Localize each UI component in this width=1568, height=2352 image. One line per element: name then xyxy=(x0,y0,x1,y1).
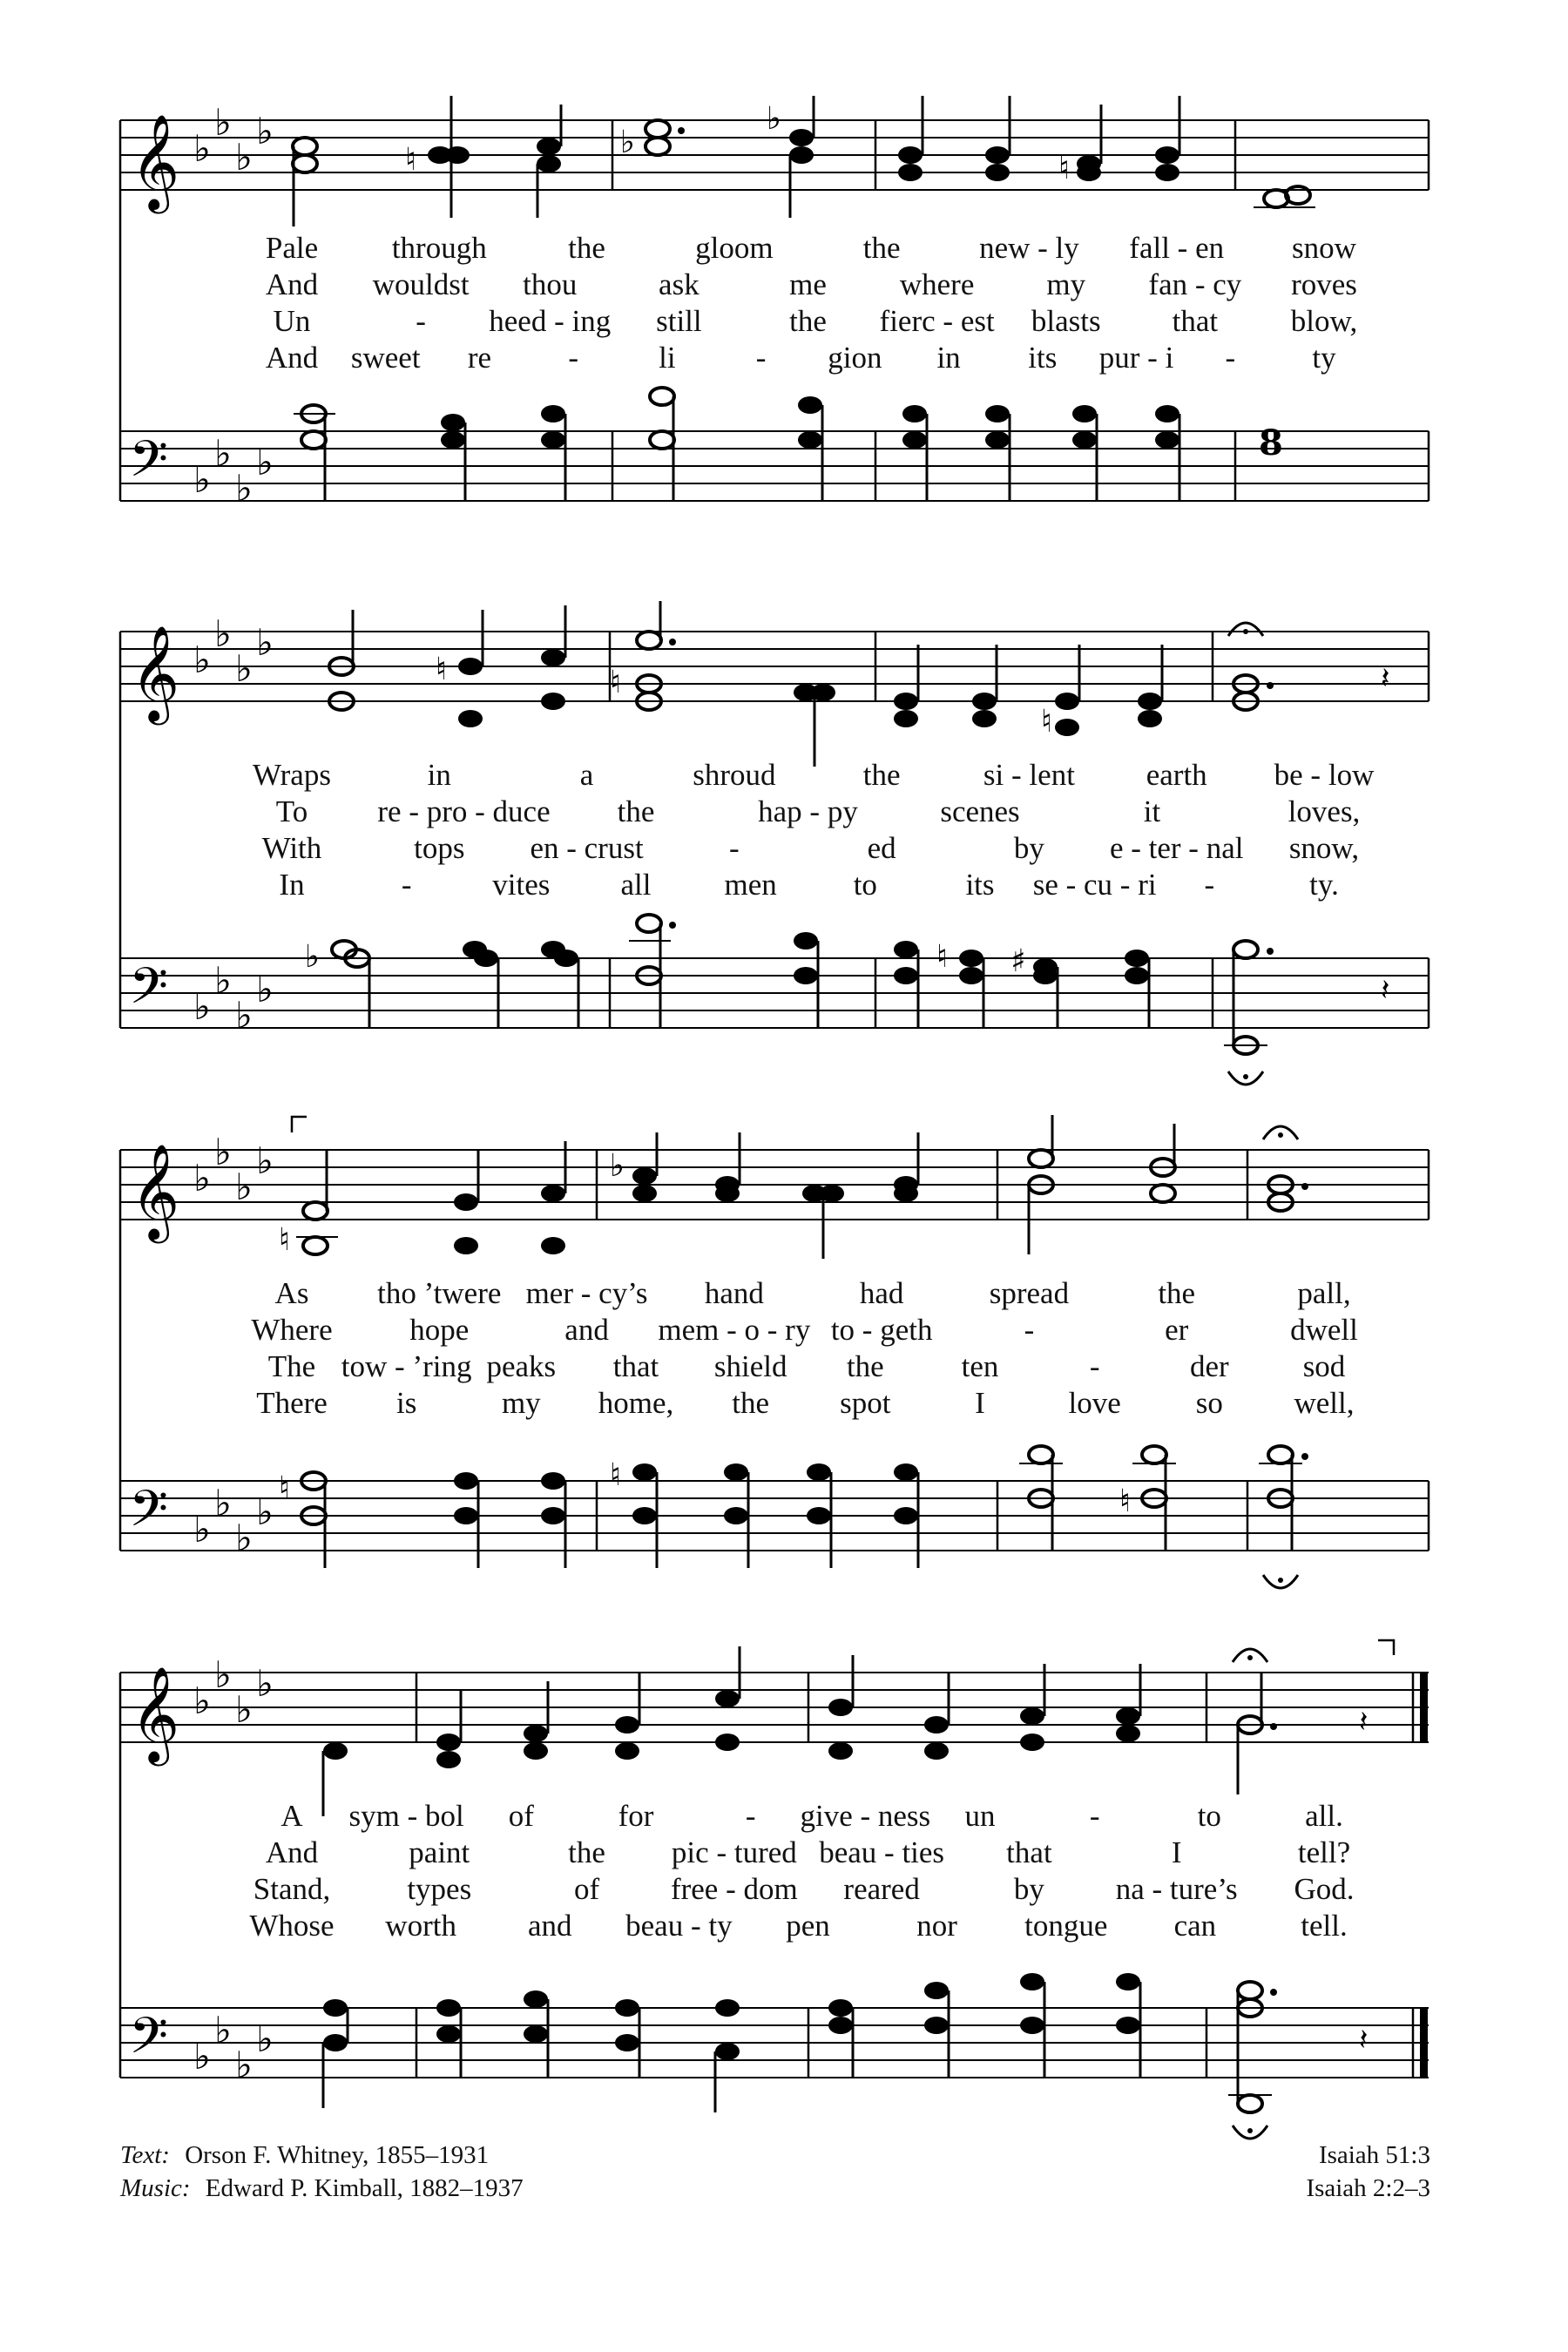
lyric-syllable: peaks xyxy=(486,1349,557,1383)
lyric-syllable: worth xyxy=(385,1909,456,1943)
lyric-syllable: heed - ing xyxy=(489,304,612,338)
lyric-syllable: be - low xyxy=(1274,758,1375,792)
lyric-syllable: sweet xyxy=(350,341,421,375)
lyric-syllable: in xyxy=(936,341,961,375)
lyric-syllable: my xyxy=(1046,267,1086,301)
svg-text:♭: ♭ xyxy=(193,639,211,681)
svg-text:♭: ♭ xyxy=(256,1662,274,1705)
lyric-syllable: of xyxy=(573,1872,600,1906)
lyric-syllable: snow xyxy=(1292,231,1356,265)
lyric-syllable: and xyxy=(527,1909,572,1943)
lyric-syllable: pic - tured xyxy=(671,1835,797,1869)
lyric-syllable: se - cu - ri xyxy=(1032,868,1157,902)
lyric-syllable: the xyxy=(568,1835,605,1869)
svg-text:♮: ♮ xyxy=(1058,151,1070,186)
lyric-syllable: new - ly xyxy=(979,231,1079,265)
key-signature-treble-4 xyxy=(193,1653,274,1731)
lyric-syllable: to xyxy=(853,868,877,902)
lyric-syllable: home, xyxy=(598,1386,674,1420)
lyric-syllable: all. xyxy=(1305,1799,1343,1833)
bass-notes-4 xyxy=(323,1973,1368,2139)
lyric-syllable: that xyxy=(1006,1835,1052,1869)
lyric-syllable: so xyxy=(1195,1386,1223,1420)
svg-text:♮: ♮ xyxy=(936,939,948,975)
lyric-syllable: Wraps xyxy=(253,758,331,792)
svg-text:♮: ♮ xyxy=(610,1457,621,1493)
lyric-syllable: er xyxy=(1165,1313,1189,1347)
lyric-syllable: - xyxy=(1204,868,1215,902)
lyric-syllable: - xyxy=(568,341,578,375)
svg-text:♭: ♭ xyxy=(235,1166,253,1208)
music-credit-author: Edward P. Kimball, 1882–1937 xyxy=(205,2174,524,2202)
lyric-syllable: of xyxy=(508,1799,534,1833)
lyric-syllable: Where xyxy=(251,1313,333,1347)
lyric-syllable: fierc - est xyxy=(879,304,995,338)
lyric-syllable: that xyxy=(1172,304,1219,338)
lyric-syllable: love xyxy=(1068,1386,1121,1420)
lyrics-verse-1 xyxy=(0,1799,1568,1834)
lyric-syllable: the xyxy=(568,231,605,265)
lyric-syllable: the xyxy=(617,794,655,828)
lyric-syllable: snow, xyxy=(1288,831,1360,865)
lyric-syllable: mem - o - ry xyxy=(658,1313,811,1347)
svg-text:♭: ♭ xyxy=(235,467,253,510)
svg-text:♭: ♭ xyxy=(193,458,211,501)
lyric-syllable: I xyxy=(1171,1835,1182,1869)
bass-clef-icon: 𝄢 xyxy=(129,2006,169,2078)
svg-text:♮: ♮ xyxy=(1041,704,1052,740)
lyric-syllable: sym - bol xyxy=(348,1799,464,1833)
lyric-syllable: the xyxy=(1158,1276,1196,1310)
lyric-syllable: pen xyxy=(786,1909,830,1943)
lyric-syllable: in xyxy=(427,758,451,792)
lyric-syllable: a xyxy=(579,758,594,792)
lyric-syllable: had xyxy=(859,1276,904,1310)
lyric-syllable: scenes xyxy=(940,794,1020,828)
lyric-syllable: gloom xyxy=(695,231,774,265)
svg-text:♭: ♭ xyxy=(193,1508,211,1551)
svg-text:♮: ♮ xyxy=(1119,1484,1131,1519)
lyric-syllable: - xyxy=(1089,1799,1100,1833)
lyric-syllable: blasts xyxy=(1031,304,1101,338)
lyric-syllable: earth xyxy=(1146,758,1207,792)
lyric-syllable: shroud xyxy=(693,758,776,792)
svg-text:♭: ♭ xyxy=(620,125,635,160)
lyric-syllable: to xyxy=(1197,1799,1221,1833)
lyric-syllable: shield xyxy=(713,1349,787,1383)
lyric-syllable: by xyxy=(1013,831,1044,865)
lyric-syllable: - xyxy=(1089,1349,1100,1383)
lyric-syllable: Whose xyxy=(249,1909,335,1943)
lyric-syllable: gion xyxy=(828,341,882,375)
svg-text:♭: ♭ xyxy=(214,959,232,1002)
lyric-syllable: un xyxy=(964,1799,996,1833)
lyric-syllable: tops xyxy=(414,831,465,865)
lyric-syllable: fan - cy xyxy=(1148,267,1242,301)
lyric-syllable: e - ter - nal xyxy=(1109,831,1244,865)
lyric-syllable: I xyxy=(975,1386,985,1420)
lyric-syllable: der xyxy=(1189,1349,1229,1383)
lyric-syllable: A xyxy=(280,1799,303,1833)
scripture-reference-1: Isaiah 51:3 xyxy=(1318,2141,1430,2169)
text-credit xyxy=(120,2139,524,2172)
lyric-syllable: reared xyxy=(843,1872,920,1906)
lyric-syllable: - xyxy=(729,831,740,865)
bass-clef-icon: 𝄢 xyxy=(129,956,169,1028)
treble-staff-4 xyxy=(120,1673,1429,1742)
treble-clef-icon: 𝄞 xyxy=(131,1666,180,1762)
svg-text:♭: ♭ xyxy=(214,1131,232,1173)
treble-clef-icon: 𝄞 xyxy=(131,625,180,721)
lyrics-verse-3 xyxy=(0,1872,1568,1907)
lyric-syllable: hope xyxy=(409,1313,470,1347)
lyric-syllable: - xyxy=(416,304,426,338)
lyric-syllable: ed xyxy=(867,831,896,865)
svg-text:♭: ♭ xyxy=(235,2044,253,2086)
lyric-syllable: roves xyxy=(1291,267,1357,301)
svg-text:♭: ♭ xyxy=(256,1139,274,1182)
lyric-syllable: si - lent xyxy=(983,758,1075,792)
lyrics-verse-4 xyxy=(0,1909,1568,1943)
svg-text:♮: ♮ xyxy=(610,665,621,700)
svg-text:♭: ♭ xyxy=(193,985,211,1028)
lyric-syllable: and xyxy=(564,1313,609,1347)
lyric-syllable: There xyxy=(256,1386,328,1420)
svg-text:♮: ♮ xyxy=(405,142,416,178)
lyric-syllable: fall - en xyxy=(1129,231,1225,265)
svg-text:♭: ♭ xyxy=(767,101,781,137)
svg-text:♭: ♭ xyxy=(256,621,274,664)
lyric-syllable: - xyxy=(755,341,767,375)
lyric-syllable: na - ture’s xyxy=(1115,1872,1238,1906)
lyric-syllable: li xyxy=(659,341,676,375)
measure-repeat-count: 8 xyxy=(1259,422,1283,463)
lyric-syllable: As xyxy=(274,1276,309,1310)
lyric-syllable: it xyxy=(1143,794,1161,828)
lyric-syllable: tell. xyxy=(1301,1909,1348,1943)
lyric-syllable: pall, xyxy=(1297,1276,1351,1310)
lyric-syllable: types xyxy=(407,1872,472,1906)
scripture-reference-2: Isaiah 2:2–3 xyxy=(1306,2174,1430,2202)
svg-text:♭: ♭ xyxy=(235,136,253,179)
lyric-syllable: ask xyxy=(659,267,700,301)
lyric-syllable: hap - py xyxy=(758,794,858,828)
bass-staff-4 xyxy=(120,2008,1429,2078)
lyric-syllable: - xyxy=(745,1799,756,1833)
lyric-syllable: the xyxy=(846,1349,884,1383)
lyric-syllable: sod xyxy=(1302,1349,1346,1383)
lyric-syllable: through xyxy=(391,231,487,265)
lyric-syllable: to - geth xyxy=(830,1313,933,1347)
lyric-syllable: still xyxy=(656,304,702,338)
lyric-syllable: To xyxy=(275,794,308,828)
treble-clef-icon: 𝄞 xyxy=(131,1144,180,1240)
lyric-syllable: tongue xyxy=(1024,1909,1108,1943)
lyric-syllable: mer - cy’s xyxy=(525,1276,648,1310)
lyric-syllable: the xyxy=(862,231,901,265)
lyric-syllable: - xyxy=(1024,1313,1035,1347)
lyric-syllable: me xyxy=(789,267,827,301)
svg-text:𝄽: 𝄽 xyxy=(1381,661,1390,696)
lyric-syllable: And xyxy=(265,267,319,301)
svg-text:𝄽: 𝄽 xyxy=(1359,2023,1369,2058)
lyric-syllable: for xyxy=(618,1799,654,1833)
lyric-syllable: men xyxy=(724,868,777,902)
lyric-syllable: beau - ties xyxy=(819,1835,945,1869)
key-signature-bass-4 xyxy=(193,2009,274,2086)
svg-text:♭: ♭ xyxy=(235,1517,253,1559)
lyric-syllable: blow, xyxy=(1290,304,1358,338)
lyric-syllable: ty. xyxy=(1309,868,1339,902)
lyric-syllable: In xyxy=(279,868,305,902)
lyric-syllable: where xyxy=(899,267,975,301)
svg-text:♭: ♭ xyxy=(256,1490,274,1533)
svg-text:♭: ♭ xyxy=(235,647,253,690)
svg-text:♭: ♭ xyxy=(214,1482,232,1524)
lyric-syllable: paint xyxy=(409,1835,470,1869)
svg-text:♭: ♭ xyxy=(193,2035,211,2078)
svg-text:♭: ♭ xyxy=(214,1653,232,1696)
lyric-syllable: The xyxy=(267,1349,316,1383)
svg-text:♭: ♭ xyxy=(214,2009,232,2051)
lyric-syllable: With xyxy=(261,831,322,865)
bass-clef-icon: 𝄢 xyxy=(129,1479,169,1551)
lyric-syllable: vites xyxy=(492,868,551,902)
svg-text:♮: ♮ xyxy=(279,1222,290,1258)
svg-text:♭: ♭ xyxy=(193,1680,211,1722)
lyric-syllable: tell? xyxy=(1297,1835,1351,1869)
lyrics-verse-2 xyxy=(0,1835,1568,1870)
bass-clef-icon: 𝄢 xyxy=(129,429,169,501)
music-credit-label: Music: xyxy=(120,2174,191,2202)
lyric-syllable: its xyxy=(965,868,995,902)
svg-text:𝄽: 𝄽 xyxy=(1381,973,1390,1008)
credits-block xyxy=(120,2139,524,2205)
lyric-syllable: Pale xyxy=(265,231,319,265)
lyric-syllable: by xyxy=(1013,1872,1044,1906)
lyric-syllable: Un xyxy=(273,304,311,338)
svg-text:♯: ♯ xyxy=(1010,943,1026,979)
lyric-syllable: tho ’twere xyxy=(377,1276,502,1310)
lyric-syllable: dwell xyxy=(1290,1313,1358,1347)
lyric-syllable: Stand, xyxy=(253,1872,331,1906)
lyric-syllable: hand xyxy=(704,1276,764,1310)
music-credit xyxy=(120,2172,524,2205)
lyric-syllable: that xyxy=(612,1349,659,1383)
lyric-syllable: And xyxy=(265,341,319,375)
svg-text:♭: ♭ xyxy=(610,1148,625,1184)
lyric-syllable: pur - i xyxy=(1098,341,1174,375)
svg-text:♭: ♭ xyxy=(193,1157,211,1200)
lyric-syllable: wouldst xyxy=(372,267,470,301)
svg-text:♭: ♭ xyxy=(214,432,232,475)
text-credit-label: Text: xyxy=(120,2141,170,2169)
svg-text:♭: ♭ xyxy=(214,101,232,144)
lyric-syllable: thou xyxy=(523,267,578,301)
svg-text:♭: ♭ xyxy=(256,441,274,483)
svg-text:♭: ♭ xyxy=(193,127,211,170)
lyric-syllable: the xyxy=(789,304,827,338)
lyric-syllable: re - pro - duce xyxy=(377,794,551,828)
lyric-syllable: - xyxy=(1225,341,1236,375)
final-barline-treble xyxy=(1420,1673,1428,1742)
lyric-syllable: is xyxy=(395,1386,417,1420)
lyric-syllable: beau - ty xyxy=(625,1909,733,1943)
svg-text:♭: ♭ xyxy=(305,939,320,975)
lyric-syllable: re xyxy=(467,341,492,375)
lyric-syllable: And xyxy=(265,1835,319,1869)
svg-text:♭: ♭ xyxy=(214,612,232,655)
svg-text:♭: ♭ xyxy=(235,1688,253,1731)
lyric-syllable: the xyxy=(732,1386,770,1420)
svg-text:♭: ♭ xyxy=(256,2017,274,2060)
lyric-syllable: loves, xyxy=(1288,794,1361,828)
scripture-references xyxy=(1306,2139,1430,2205)
lyric-syllable: - xyxy=(401,868,412,902)
lyric-syllable: en - crust xyxy=(530,831,644,865)
svg-text:♮: ♮ xyxy=(436,652,447,687)
lyric-syllable: spot xyxy=(840,1386,891,1420)
final-barline-bass xyxy=(1420,2008,1428,2078)
svg-text:𝄽: 𝄽 xyxy=(1359,1705,1369,1740)
lyric-syllable: God. xyxy=(1294,1872,1355,1906)
lyric-syllable: spread xyxy=(989,1276,1070,1310)
lyric-syllable: can xyxy=(1173,1909,1217,1943)
svg-text:♮: ♮ xyxy=(279,1470,290,1506)
lyric-syllable: nor xyxy=(916,1909,957,1943)
text-credit-author: Orson F. Whitney, 1855–1931 xyxy=(185,2141,490,2169)
phrase-bracket-icon xyxy=(1378,1640,1394,1655)
svg-text:♭: ♭ xyxy=(256,968,274,1010)
lyric-syllable: ten xyxy=(961,1349,999,1383)
lyric-syllable: free - dom xyxy=(670,1872,798,1906)
svg-text:♭: ♭ xyxy=(256,110,274,152)
svg-text:♭: ♭ xyxy=(235,994,253,1037)
lyric-syllable: give - ness xyxy=(800,1799,931,1833)
lyric-syllable: well, xyxy=(1294,1386,1355,1420)
lyric-syllable: ty xyxy=(1312,341,1336,375)
lyric-syllable: my xyxy=(501,1386,541,1420)
lyric-syllable: its xyxy=(1028,341,1058,375)
treble-clef-icon: 𝄞 xyxy=(131,114,180,210)
lyric-syllable: all xyxy=(620,868,652,902)
lyric-syllable: tow - ’ring xyxy=(341,1349,472,1383)
lyric-syllable: the xyxy=(862,758,901,792)
